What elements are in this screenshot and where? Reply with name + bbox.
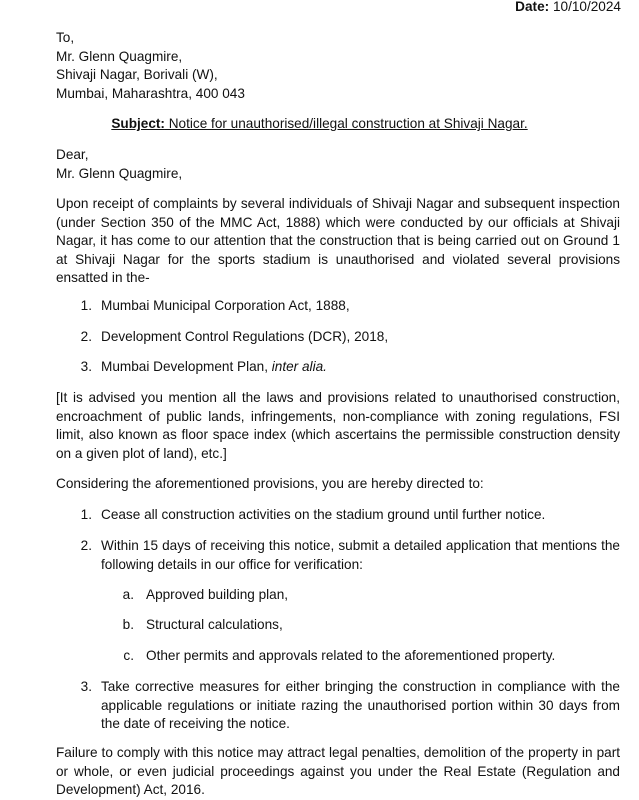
address-line-1: Shivaji Nagar, Borivali (W), — [56, 67, 218, 82]
provision-text-main: Mumbai Development Plan, — [101, 359, 272, 374]
salutation — [56, 146, 182, 183]
directive-intro: Considering the aforementioned provisions, you are hereby directed to: — [56, 476, 484, 491]
salutation-dear: Dear, — [56, 147, 89, 162]
recipient-name: Mr. Glenn Quagmire, — [56, 48, 183, 64]
to-line: To, — [56, 30, 75, 45]
sub-item-letter: c. — [123, 648, 134, 663]
directive-text: Cease all construction activities on the stadium ground until further notice. — [101, 507, 546, 522]
date-label: Date: — [515, 0, 550, 14]
subject-label: Subject: — [111, 116, 165, 131]
closing-paragraph: Failure to comply with this notice may attract legal penalties, demolition of the property in part or whole, or even judicial proceedings against you under the Real Estate (Regulation and Development) Act, 2016. — [56, 745, 620, 797]
directive-number: 2. — [80, 538, 92, 553]
address-line-2: Mumbai, Maharashtra, 400 043 — [56, 85, 245, 101]
subject-line — [0, 116, 639, 131]
salutation-name: Mr. Glenn Quagmire, — [56, 165, 183, 181]
sub-item-text: Other permits and approvals related to the aforementioned property. — [146, 648, 556, 663]
sub-item-letter: b. — [122, 617, 134, 632]
provision-text-italic: inter alia. — [271, 359, 327, 374]
directive-text: Within 15 days of receiving this notice, submit a detailed application that mentions the following details in our office for verification: — [101, 538, 620, 572]
provision-text: Development Control Regulations (DCR), 2018, — [101, 329, 389, 344]
subject-text: Notice for unauthorised/illegal construction at Shivaji Nagar. — [164, 116, 528, 131]
provision-number: 2. — [80, 329, 92, 344]
date-line — [515, 0, 621, 14]
provision-number: 1. — [80, 298, 92, 313]
directive-number: 3. — [80, 679, 92, 694]
advice-paragraph: [It is advised you mention all the laws and provisions related to unauthorised construction, encroachment of public lands, infringements, non-compliance with zoning regulations, FSI limit, also known as floor space index (which ascertains the permissible construction density on a given plot of land), etc.] — [56, 390, 620, 461]
provision-text: Mumbai Municipal Corporation Act, 1888, — [101, 298, 350, 313]
recipient-address — [56, 29, 245, 103]
provision-text — [101, 358, 621, 377]
provision-number: 3. — [80, 359, 92, 374]
sub-item-text: Structural calculations, — [146, 617, 283, 632]
sub-item-letter: a. — [122, 587, 134, 602]
intro-paragraph: Upon receipt of complaints by several individuals of Shivaji Nagar and subsequent inspection (under Section 350 of the MMC Act, 1888) which were conducted by our officials at Shivaji Nagar, it has come to our attention that the construction that is being carried out on Ground 1 at Shivaji Nagar for the sports stadium is unauthorised and violated several provisions ensatted in the- — [56, 196, 620, 285]
directive-number: 1. — [80, 507, 92, 522]
sub-item-text: Approved building plan, — [146, 587, 289, 602]
directive-text: Take corrective measures for either bringing the construction in compliance with the applicable regulations or initiate razing the unauthorised portion within 30 days from the date of receiving the notice. — [101, 679, 620, 731]
date-value: 10/10/2024 — [552, 0, 621, 14]
